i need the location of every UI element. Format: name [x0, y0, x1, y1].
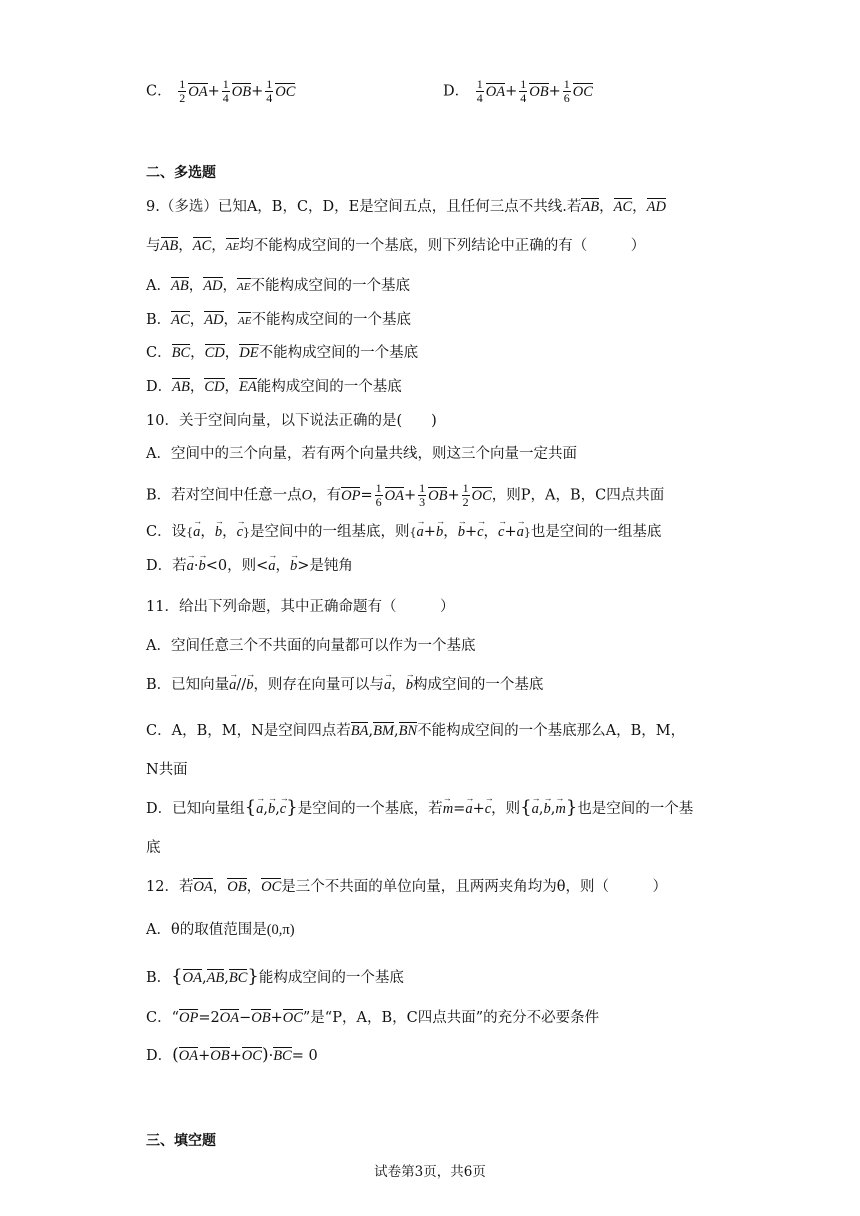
- question-11-stem: 11．给出下列命题，其中正确命题有（ ）: [146, 599, 455, 615]
- question-9-stem-cont: 与AB，AC，AE均不能构成空间的一个基底，则下列结论中正确的有（ ）: [146, 238, 646, 254]
- option-c-prev: C． $\frac{1}{2}$ OA+ $\frac{1}{4}$ OB+ $\frac{1}{4}$ OC: [146, 77, 296, 105]
- question-11-option-c-cont: N共面: [146, 762, 188, 778]
- question-9-option-b: B．AC，AD，AE不能构成空间的一个基底: [146, 312, 411, 328]
- question-10-stem: 10．关于空间向量，以下说法正确的是( ): [146, 413, 437, 429]
- question-11-option-a: A．空间任意三个不共面的向量都可以作为一个基底: [146, 638, 476, 654]
- question-12-option-a: A．θ的取值范围是(0,π): [146, 922, 295, 938]
- question-12-option-c: C．“OP=2OA−OB+OC”是“P，A，B，C四点共面”的充分不必要条件: [146, 1010, 600, 1026]
- question-11-option-d: D．已知向量组{→ a,→ b,→ c}是空间的一个基底，若→ m=→ a+→ c，则{→ a,→ b,→ m}也是空间的一个基: [146, 798, 693, 819]
- question-11-option-c: C．A，B，M，N是空间四点若BA,BM,BN不能构成空间的一个基底那么A，B，M，: [146, 723, 686, 739]
- question-12-option-b: B．{OA,AB,BC}能构成空间的一个基底: [146, 966, 404, 987]
- option-d-prev: D． $\frac{1}{4}$ OA+ $\frac{1}{4}$ OB+ $\frac{1}{6}$ OC: [443, 77, 593, 105]
- question-12-stem: 12．若OA，OB，OC是三个不共面的单位向量，且两两夹角均为θ，则（ ）: [146, 879, 668, 895]
- question-11-option-d-cont: 底: [146, 840, 161, 856]
- question-12-option-d: D．(OA+OB+OC)·BC= 0: [146, 1045, 318, 1065]
- question-9-option-a: A．AB，AD，AE不能构成空间的一个基底: [146, 278, 410, 294]
- question-9-option-c: C．BC，CD，DE不能构成空间的一个基底: [146, 345, 419, 361]
- question-10-option-d: D．若→ a·→ b<0，则<→ a，→ b>是钝角: [146, 556, 353, 576]
- question-10-option-a: A．空间中的三个向量，若有两个向量共线，则这三个向量一定共面: [146, 446, 577, 462]
- question-11-option-b: B．已知向量→ a//→ b，则存在向量可以与→ a，→ b构成空间的一个基底: [146, 675, 543, 695]
- section-heading-fill-in: 三、填空题: [146, 1133, 216, 1149]
- question-9-stem: 9.（多选）已知A，B，C，D，E是空间五点，且任何三点不共线.若AB，AC，AD: [146, 199, 666, 215]
- page-footer: 试卷第3页，共6页: [374, 1164, 486, 1180]
- question-10-option-b: B．若对空间中任意一点O，有OP= $\frac{1}{6}$ OA+ $\frac{1}{3}$ OB+ $\frac{1}{2}$ OC，则P，A，B，C四点共面: [146, 481, 665, 509]
- question-9-option-d: D．AB，CD，EA能构成空间的一个基底: [146, 379, 402, 395]
- section-heading-multiple-choice: 二、多选题: [146, 165, 216, 181]
- question-10-option-c: C．设{→ a，→ b，→ c}是空间中的一组基底，则{→ a+→ b，→ b+→ c，→ c+→ a}也是空间的一组基底: [146, 522, 661, 543]
